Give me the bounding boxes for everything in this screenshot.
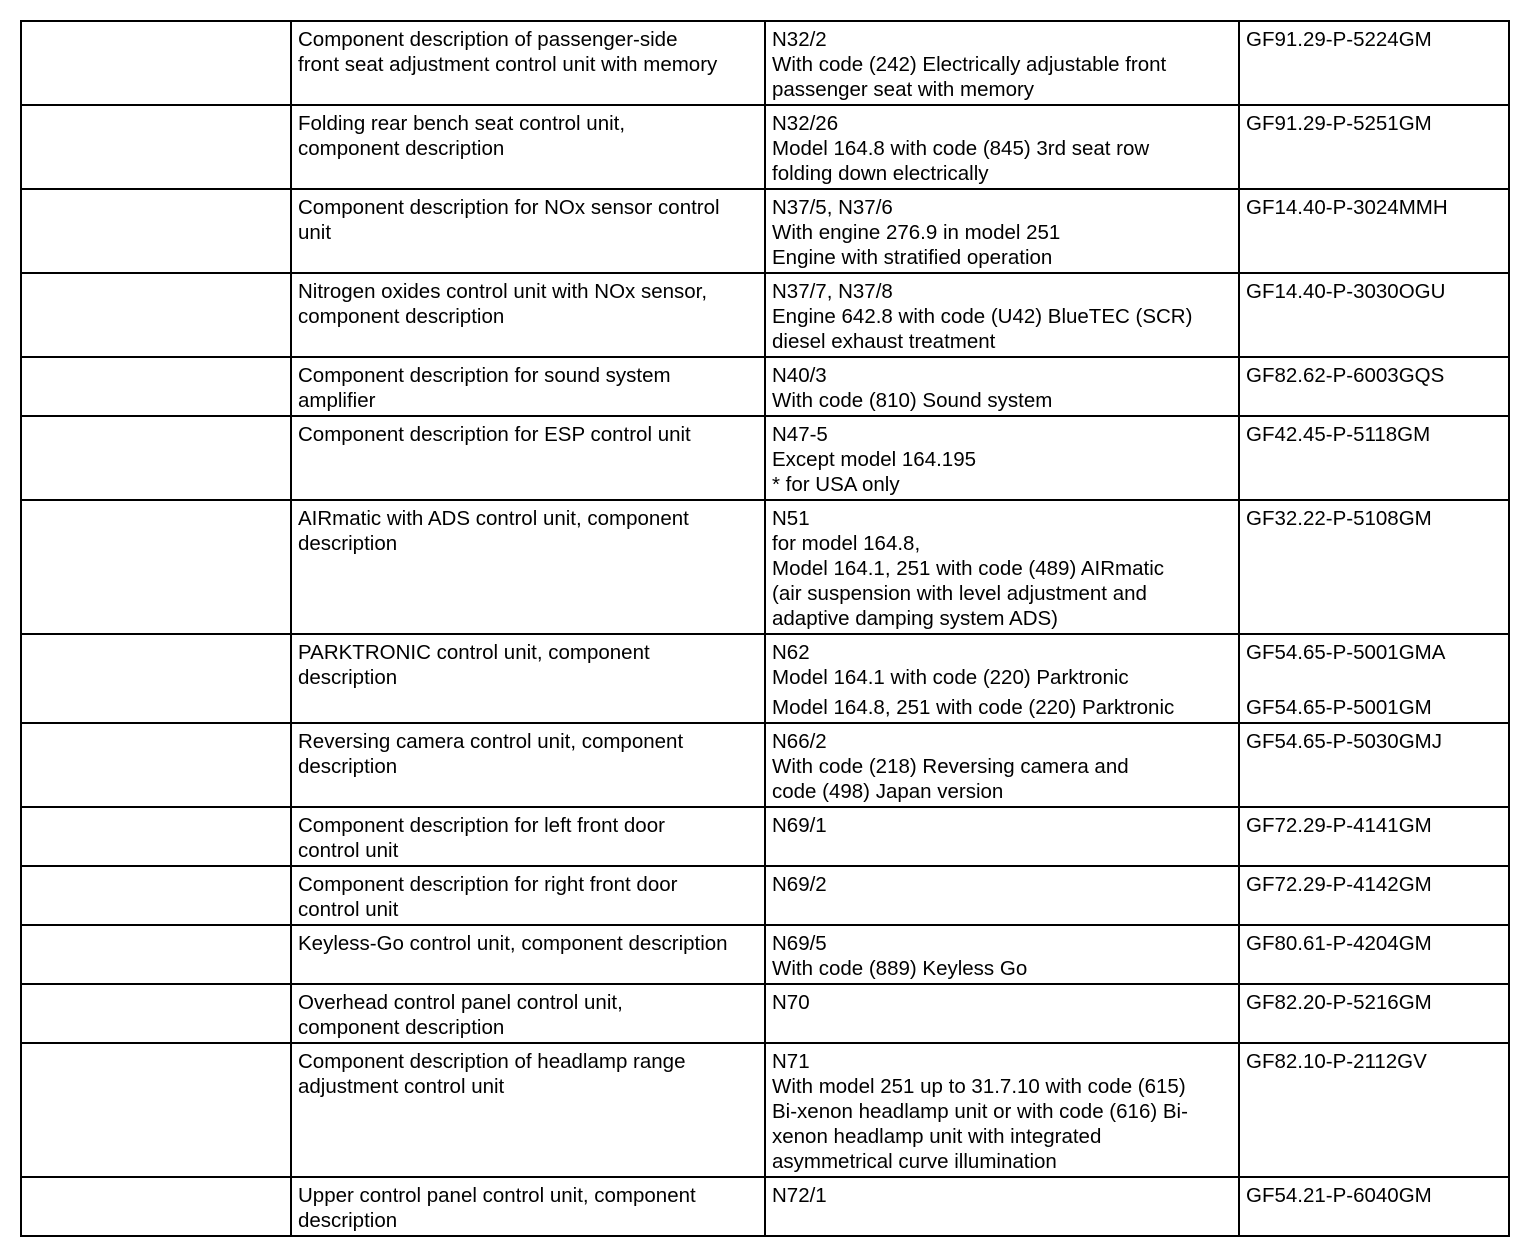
blank-cell: [21, 925, 291, 984]
component-cell: [765, 1043, 1239, 1177]
document-cell: [1239, 1177, 1509, 1236]
component-line: N69/5: [772, 932, 827, 955]
description-cell: [291, 416, 765, 500]
document-number: GF91.29-P-5251GM: [1246, 112, 1432, 135]
blank-cell: [21, 634, 291, 723]
component-line: N37/5, N37/6: [772, 196, 893, 219]
table-row: [21, 189, 1509, 273]
component-line: xenon headlamp unit with integrated: [772, 1125, 1102, 1148]
document-cell: [1239, 984, 1509, 1043]
document-number: GF72.29-P-4141GM: [1246, 814, 1432, 837]
component-line: With code (242) Electrically adjustable front: [772, 53, 1167, 76]
description-cell: [291, 1043, 765, 1177]
table-row: [21, 500, 1509, 634]
component-table: [20, 20, 1510, 1237]
document-cell: [1239, 925, 1509, 984]
document-number: GF42.45-P-5118GM: [1246, 423, 1431, 446]
document-number: GF14.40-P-3024MMH: [1246, 196, 1448, 219]
table-row: [21, 634, 1509, 723]
component-line: folding down electrically: [772, 162, 989, 185]
component-cell: [765, 357, 1239, 416]
description-line: component description: [298, 305, 505, 328]
blank-cell: [21, 105, 291, 189]
description-cell: [291, 1177, 765, 1236]
description-line: description: [298, 755, 398, 778]
document-number: GF54.65-P-5001GMA: [1246, 641, 1446, 664]
component-line: N69/1: [772, 814, 827, 837]
blank-cell: [21, 357, 291, 416]
component-cell: [765, 807, 1239, 866]
component-line: diesel exhaust treatment: [772, 330, 996, 353]
component-cell: [765, 634, 1239, 723]
description-cell: [291, 634, 765, 723]
document-number: GF32.22-P-5108GM: [1246, 507, 1432, 530]
component-line: With code (810) Sound system: [772, 389, 1053, 412]
description-line: front seat adjustment control unit with memory: [298, 53, 718, 76]
document-spacer: [1246, 665, 1502, 690]
document-cell: [1239, 189, 1509, 273]
component-line: With engine 276.9 in model 251: [772, 221, 1061, 244]
document-number: GF82.10-P-2112GV: [1246, 1050, 1427, 1073]
table-row: [21, 105, 1509, 189]
description-cell: [291, 984, 765, 1043]
component-line: Except model 164.195: [772, 448, 976, 471]
blank-cell: [21, 21, 291, 105]
description-line: description: [298, 666, 398, 689]
component-cell: [765, 866, 1239, 925]
table-row: [21, 723, 1509, 807]
description-line: adjustment control unit: [298, 1075, 505, 1098]
component-line: With code (889) Keyless Go: [772, 957, 1028, 980]
component-cell: [765, 500, 1239, 634]
document-cell: [1239, 866, 1509, 925]
table-row: [21, 1043, 1509, 1177]
component-line: adaptive damping system ADS): [772, 607, 1058, 630]
component-line: code (498) Japan version: [772, 780, 1004, 803]
component-cell: [765, 21, 1239, 105]
description-line: amplifier: [298, 389, 376, 412]
component-line: N70: [772, 991, 810, 1014]
table-row: [21, 357, 1509, 416]
component-line: N72/1: [772, 1184, 827, 1207]
component-line: N51: [772, 507, 810, 530]
component-line: N40/3: [772, 364, 827, 387]
document-number: GF14.40-P-3030OGU: [1246, 280, 1446, 303]
document-number: GF54.21-P-6040GM: [1246, 1184, 1432, 1207]
component-line: Model 164.8, 251 with code (220) Parktronic: [772, 696, 1175, 719]
table-row: [21, 984, 1509, 1043]
description-line: Component description for sound system: [298, 364, 671, 387]
description-cell: [291, 807, 765, 866]
component-cell: [765, 925, 1239, 984]
description-line: Component description of passenger-side: [298, 28, 678, 51]
component-line: Bi-xenon headlamp unit or with code (616) Bi-: [772, 1100, 1188, 1123]
component-line: Model 164.1, 251 with code (489) AIRmatic: [772, 557, 1164, 580]
description-line: Folding rear bench seat control unit,: [298, 112, 626, 135]
description-line: Reversing camera control unit, component: [298, 730, 684, 753]
blank-cell: [21, 1177, 291, 1236]
description-line: Component description for ESP control unit: [298, 423, 691, 446]
description-line: control unit: [298, 898, 399, 921]
description-line: Component description for left front door: [298, 814, 665, 837]
component-cell: [765, 1177, 1239, 1236]
blank-cell: [21, 984, 291, 1043]
description-line: Keyless-Go control unit, component description: [298, 932, 728, 955]
description-line: control unit: [298, 839, 399, 862]
component-line: With code (218) Reversing camera and: [772, 755, 1129, 778]
description-line: unit: [298, 221, 332, 244]
component-line: Engine 642.8 with code (U42) BlueTEC (SCR): [772, 305, 1193, 328]
component-line: N32/2: [772, 28, 827, 51]
document-number: GF82.62-P-6003GQS: [1246, 364, 1445, 387]
description-line: Component description for right front door: [298, 873, 678, 896]
description-line: Upper control panel control unit, component: [298, 1184, 696, 1207]
blank-cell: [21, 866, 291, 925]
table-row: [21, 21, 1509, 105]
description-cell: [291, 273, 765, 357]
description-line: component description: [298, 1016, 505, 1039]
component-line: Model 164.1 with code (220) Parktronic: [772, 666, 1129, 689]
document-cell: [1239, 357, 1509, 416]
component-line: N71: [772, 1050, 810, 1073]
component-line: N32/26: [772, 112, 839, 135]
table-row: [21, 1177, 1509, 1236]
description-line: description: [298, 1209, 398, 1232]
description-cell: [291, 925, 765, 984]
document-cell: [1239, 500, 1509, 634]
document-number: GF82.20-P-5216GM: [1246, 991, 1432, 1014]
description-cell: [291, 105, 765, 189]
component-line: passenger seat with memory: [772, 78, 1035, 101]
description-line: AIRmatic with ADS control unit, component: [298, 507, 689, 530]
component-cell: [765, 984, 1239, 1043]
component-cell: [765, 189, 1239, 273]
component-cell: [765, 105, 1239, 189]
description-line: description: [298, 532, 398, 555]
document-cell: [1239, 807, 1509, 866]
blank-cell: [21, 807, 291, 866]
description-cell: [291, 357, 765, 416]
blank-cell: [21, 1043, 291, 1177]
component-line: * for USA only: [772, 473, 900, 496]
table-row: [21, 416, 1509, 500]
description-cell: [291, 866, 765, 925]
description-line: component description: [298, 137, 505, 160]
description-cell: [291, 21, 765, 105]
component-line: (air suspension with level adjustment and: [772, 582, 1147, 605]
description-cell: [291, 500, 765, 634]
description-cell: [291, 723, 765, 807]
table-row: [21, 866, 1509, 925]
blank-cell: [21, 273, 291, 357]
blank-cell: [21, 723, 291, 807]
description-line: Overhead control panel control unit,: [298, 991, 623, 1014]
table-row: [21, 925, 1509, 984]
document-number: GF80.61-P-4204GM: [1246, 932, 1432, 955]
document-number: GF91.29-P-5224GM: [1246, 28, 1432, 51]
component-line: N66/2: [772, 730, 827, 753]
component-line: N37/7, N37/8: [772, 280, 893, 303]
description-line: Component description for NOx sensor control: [298, 196, 720, 219]
document-cell: [1239, 416, 1509, 500]
description-cell: [291, 189, 765, 273]
component-line: With model 251 up to 31.7.10 with code (615): [772, 1075, 1186, 1098]
document-cell: [1239, 634, 1509, 723]
description-line: PARKTRONIC control unit, component: [298, 641, 650, 664]
component-cell: [765, 416, 1239, 500]
blank-cell: [21, 189, 291, 273]
blank-cell: [21, 500, 291, 634]
component-line: Engine with stratified operation: [772, 246, 1053, 269]
component-line: N47-5: [772, 423, 828, 446]
document-number: GF54.65-P-5001GM: [1246, 696, 1432, 719]
document-cell: [1239, 1043, 1509, 1177]
table-row: [21, 273, 1509, 357]
description-line: Nitrogen oxides control unit with NOx sensor,: [298, 280, 708, 303]
document-cell: [1239, 105, 1509, 189]
description-line: Component description of headlamp range: [298, 1050, 686, 1073]
component-line: Model 164.8 with code (845) 3rd seat row: [772, 137, 1150, 160]
component-line: asymmetrical curve illumination: [772, 1150, 1057, 1173]
document-cell: [1239, 273, 1509, 357]
component-line: N69/2: [772, 873, 827, 896]
component-line: for model 164.8,: [772, 532, 921, 555]
component-line: N62: [772, 641, 810, 664]
blank-cell: [21, 416, 291, 500]
document-cell: [1239, 723, 1509, 807]
document-number: GF54.65-P-5030GMJ: [1246, 730, 1442, 753]
document-number: GF72.29-P-4142GM: [1246, 873, 1432, 896]
component-cell: [765, 723, 1239, 807]
document-cell: [1239, 21, 1509, 105]
component-cell: [765, 273, 1239, 357]
table-row: [21, 807, 1509, 866]
